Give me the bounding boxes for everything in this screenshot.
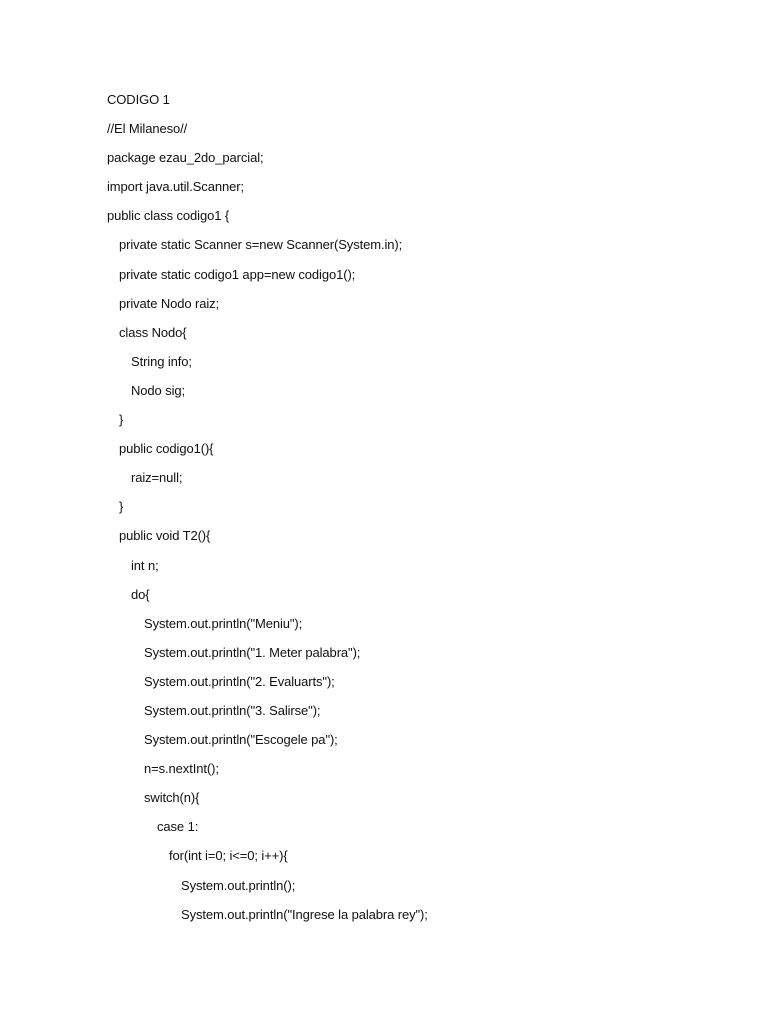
code-line: //El Milaneso// xyxy=(107,121,188,137)
code-line: System.out.println("Escogele pa"); xyxy=(144,732,338,748)
code-line: private Nodo raiz; xyxy=(119,295,220,311)
code-line: package ezau_2do_parcial; xyxy=(107,150,264,166)
code-line: case 1: xyxy=(157,819,199,835)
code-line: System.out.println("Ingrese la palabra rey"); xyxy=(181,906,428,922)
code-line: do{ xyxy=(131,586,150,602)
code-line: } xyxy=(119,499,124,515)
code-line: import java.util.Scanner; xyxy=(107,179,244,195)
code-line: for(int i=0; i<=0; i++){ xyxy=(169,848,288,864)
code-line: public codigo1(){ xyxy=(119,441,214,457)
code-line: int n; xyxy=(131,557,159,573)
code-line: public class codigo1 { xyxy=(107,208,230,224)
code-line: } xyxy=(119,412,124,428)
code-line: String info; xyxy=(131,353,192,369)
code-line: Nodo sig; xyxy=(131,382,186,398)
code-line: private static Scanner s=new Scanner(System.in); xyxy=(119,237,403,253)
code-line: n=s.nextInt(); xyxy=(144,761,219,777)
code-line: System.out.println("1. Meter palabra"); xyxy=(144,644,361,660)
code-line: private static codigo1 app=new codigo1(); xyxy=(119,266,356,282)
code-line: System.out.println("3. Salirse"); xyxy=(144,702,321,718)
code-listing xyxy=(107,90,747,934)
code-line: raiz=null; xyxy=(131,470,183,486)
code-line: CODIGO 1 xyxy=(107,92,170,107)
code-line: System.out.println("Meniu"); xyxy=(144,615,303,631)
code-line: public void T2(){ xyxy=(119,528,211,544)
code-line: switch(n){ xyxy=(144,790,200,806)
code-line: class Nodo{ xyxy=(119,324,187,340)
code-line: System.out.println(); xyxy=(181,877,296,893)
code-line: System.out.println("2. Evaluarts"); xyxy=(144,673,335,689)
